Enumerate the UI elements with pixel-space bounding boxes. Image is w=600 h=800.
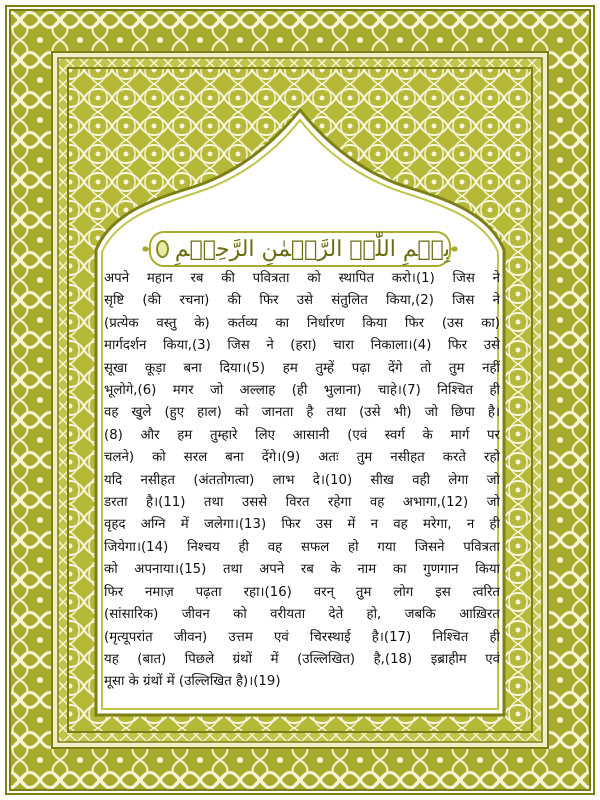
text-line: (मृत्यूपरांत जीवन) उत्तम एवं चिरस्थाई है।(17) निश्चित ही <box>104 629 500 645</box>
text-line: चलने) को सरल बना देंगे।(9) अतः तुम नसीहत करते रहो <box>104 450 500 466</box>
text-line: वह खुले (हुए हाल) को जानता है तथा (उसे भी) जो छिपा है। <box>104 405 500 421</box>
text-line: फिर नमाज़ पढ़ता रहा।(16) वरन् तुम लोग इस त्वरित <box>104 584 500 600</box>
text-line: यह (बात) पिछले ग्रंथों में (उल्लिखित) है,(18) इब्राहीम एवं <box>104 651 500 667</box>
text-line: मार्गदर्शन किया,(3) जिस ने (हरा) चारा निकाला।(4) फिर उसे <box>104 338 500 354</box>
text-line: भूलोगे,(6) मगर जो अल्लाह (ही भुलाना) चाहे।(7) निश्चित ही <box>104 383 500 399</box>
text-line: (प्रत्येक वस्तु के) कर्तव्य का निर्धारण किया फिर (उस का) <box>104 315 500 331</box>
text-line: (सांसारिक) जीवन को वरीयता देते हो, जबकि आख़िरत <box>104 607 500 623</box>
text-line: सूखा कूड़ा बना दिया।(5) हम तुम्हें पढ़ा देंगे तो तुम नहीं <box>104 360 500 376</box>
text-line: सृष्टि (की रचना) की फिर उसे संतुलित किया,(2) जिस ने <box>104 293 500 309</box>
translation-text <box>104 268 500 728</box>
text-line: वृहद अग्नि में जलेगा।(13) फिर उस में न वह मरेगा, न ही <box>104 517 500 533</box>
text-line: (8) और हम तुम्हारे लिए आसानी (एवं स्वर्ग के मार्ग पर <box>104 427 500 443</box>
ayah-rosette-icon <box>156 240 169 258</box>
text-line: डरता है।(11) तथा उससे विरत रहेगा वह अभागा,(12) जो <box>104 495 500 511</box>
text-line: अपने महान रब की पवित्रता को स्थापित करो।(1) जिस ने <box>104 271 500 286</box>
text-line: यदि नसीहत (अंततोगत्वा) लाभ दे।(10) सीख वही लेगा जो <box>104 472 500 488</box>
text-line: जियेगा।(14) निश्चय ही वह सफल हो गया जिसने पवित्रता <box>104 539 500 555</box>
text-line: मूसा के ग्रंथों में (उल्लिखित है)।(19) <box>104 674 281 690</box>
bismillah-text: بِسۡمِ اللّٰہِ الرَّحۡمٰنِ الرَّحِیۡمِ <box>174 236 450 262</box>
text-line: को अपनाया।(15) तथा अपने रब के नाम का गुणगान किया <box>104 562 500 578</box>
bismillah-heading <box>150 232 450 266</box>
